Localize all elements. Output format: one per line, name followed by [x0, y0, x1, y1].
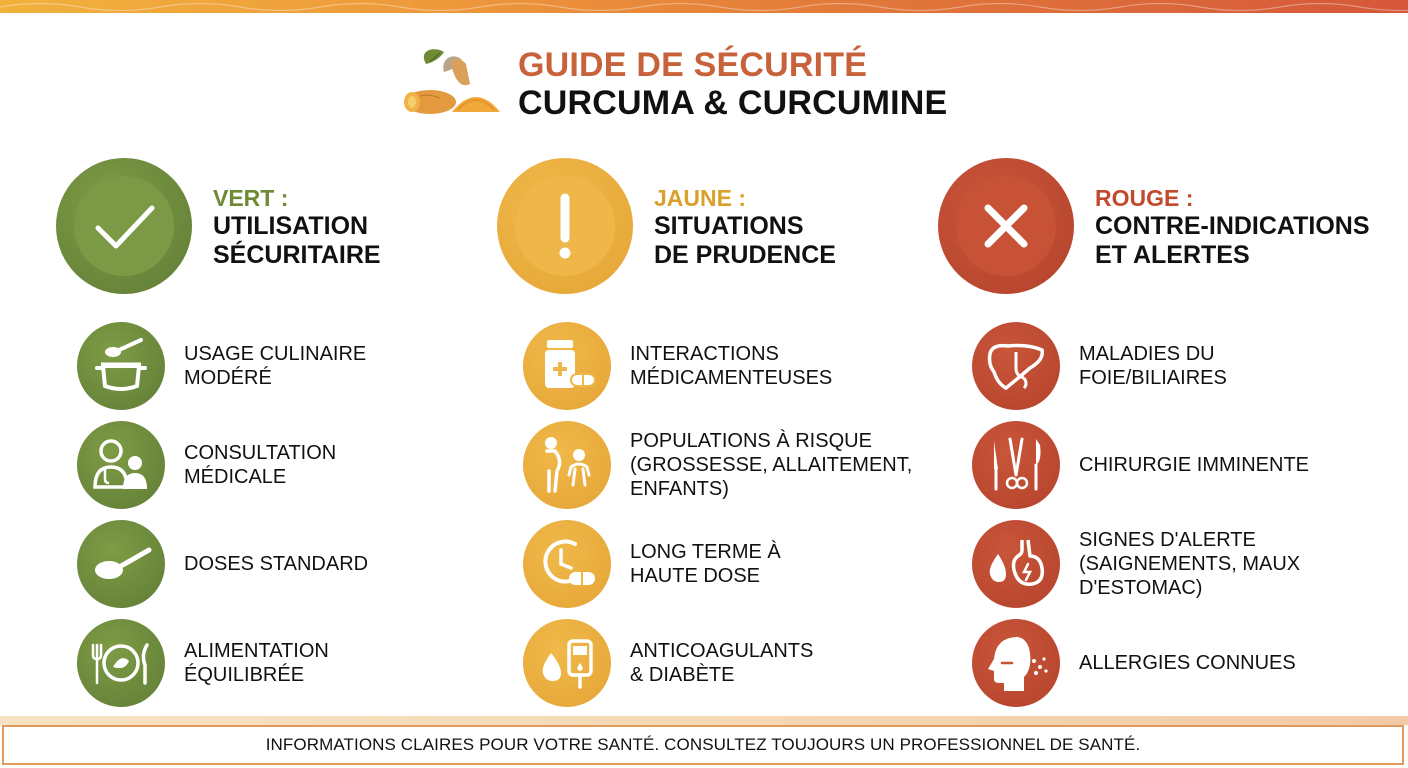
list-item-label: ALIMENTATION ÉQUILIBRÉE [184, 640, 329, 686]
turmeric-logo-icon [400, 44, 510, 124]
cooking-pot-icon [77, 322, 165, 410]
yellow-heading: SITUATIONS DE PRUDENCE [654, 212, 836, 269]
red-kicker: ROUGE : [1095, 185, 1194, 211]
yellow-kicker: JAUNE : [654, 185, 747, 211]
column-green-safe-use [56, 158, 516, 718]
green-heading: UTILISATION SÉCURITAIRE [213, 212, 381, 269]
liver-icon [972, 322, 1060, 410]
list-item-label: ALLERGIES CONNUES [1079, 652, 1296, 674]
page-title-line1: GUIDE DE SÉCURITÉ [518, 46, 868, 84]
list-item-label: SIGNES D'ALERTE (SAIGNEMENTS, MAUX D'ESTOMAC) [1079, 529, 1301, 599]
yellow-status-badge [497, 158, 633, 294]
footer-text: INFORMATIONS CLAIRES POUR VOTRE SANTÉ. CONSULTEZ TOUJOURS UN PROFESSIONNEL DE SANTÉ. [265, 735, 1141, 754]
list-item-label: INTERACTIONS MÉDICAMENTEUSES [630, 343, 833, 389]
list-item-label: MALADIES DU FOIE/BILIAIRES [1079, 343, 1227, 389]
plate-fork-knife-icon [77, 619, 165, 707]
cross-icon [938, 158, 1074, 294]
green-kicker: VERT : [213, 185, 289, 211]
blood-drop-glucometer-icon [523, 619, 611, 707]
surgical-tools-icon [972, 421, 1060, 509]
measuring-spoon-icon [77, 520, 165, 608]
list-item-label: DOSES STANDARD [184, 553, 369, 575]
column-red-contraindications [938, 158, 1398, 718]
list-item-label: LONG TERME À HAUTE DOSE [630, 541, 781, 587]
red-status-badge [938, 158, 1074, 294]
green-status-badge [56, 158, 192, 294]
page-header [400, 40, 1020, 130]
column-yellow-caution [497, 158, 957, 718]
pill-bottle-icon [523, 322, 611, 410]
red-heading: CONTRE-INDICATIONS ET ALERTES [1095, 212, 1370, 269]
list-item-label: USAGE CULINAIRE MODÉRÉ [184, 343, 367, 389]
footer-banner [2, 725, 1404, 765]
top-decorative-band [0, 0, 1408, 13]
list-item-label: POPULATIONS À RISQUE (GROSSESSE, ALLAITEMENT, ENFANTS) [630, 430, 913, 500]
list-item-label: CHIRURGIE IMMINENTE [1079, 454, 1309, 476]
footer-decorative-band [0, 716, 1408, 725]
stomach-drop-icon [972, 520, 1060, 608]
page-title-line2: CURCUMA & CURCUMINE [518, 84, 948, 122]
pregnant-child-icon [523, 421, 611, 509]
doctor-patient-icon [77, 421, 165, 509]
sneeze-face-icon [972, 619, 1060, 707]
list-item-label: ANTICOAGULANTS & DIABÈTE [630, 640, 814, 686]
exclamation-icon [497, 158, 633, 294]
list-item-label: CONSULTATION MÉDICALE [184, 442, 337, 488]
checkmark-icon [56, 158, 192, 294]
clock-capsule-icon [523, 520, 611, 608]
